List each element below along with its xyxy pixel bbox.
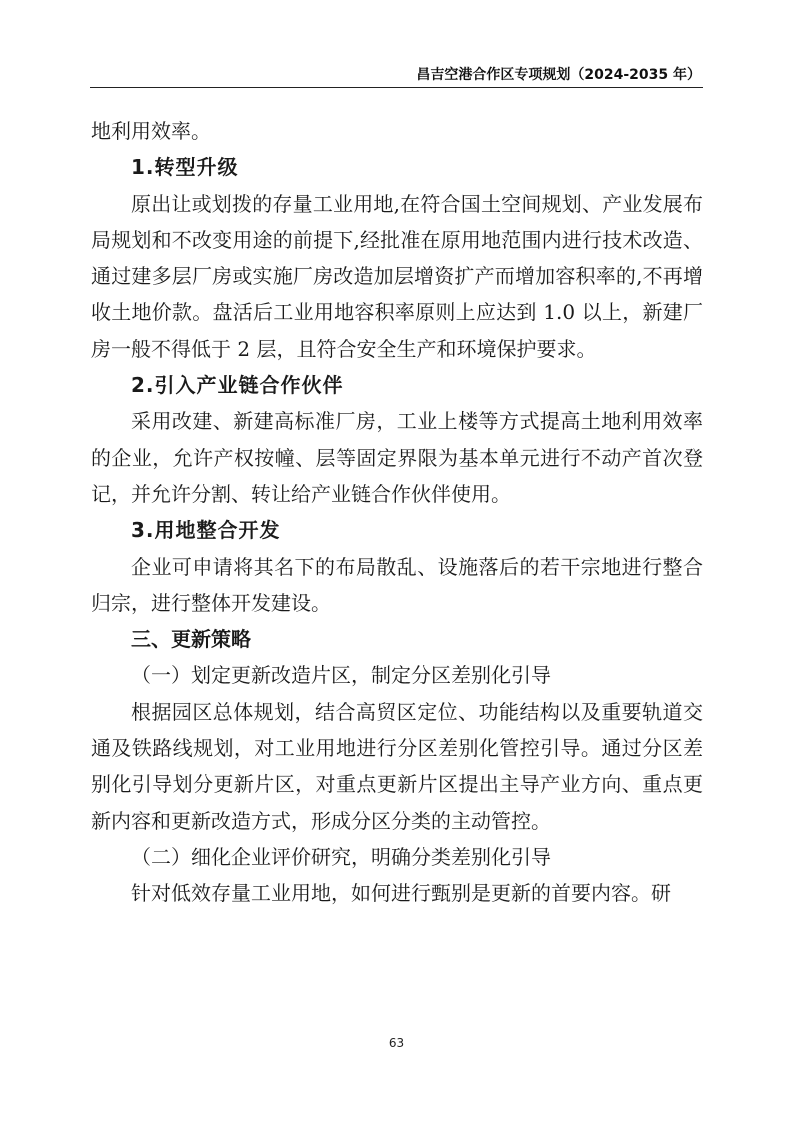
- subheading-evaluation: （二）细化企业评价研究，明确分类差别化引导: [131, 844, 551, 869]
- page-number: 63: [388, 1036, 405, 1050]
- subheading-zoning: （一）划定更新改造片区，制定分区差别化引导: [131, 663, 551, 688]
- paragraph-continuation: 地利用效率。: [91, 119, 211, 143]
- paragraph-zoning: 根据园区总体规划，结合高贸区定位、功能结构以及重要轨道交通及铁路线规划，对工业用地进行分区差别化管控引导。通过分区差别化引导划分更新片区，对重点更新片区提出主导产业方向、重点更新内容和更新改造方式，形成分区分类的主动管控。: [91, 699, 703, 833]
- paragraph-integration: 企业可申请将其名下的布局散乱、设施落后的若干宗地进行整合归宗，进行整体开发建设。: [91, 554, 703, 615]
- paragraph-evaluation: 针对低效存量工业用地，如何进行甄别是更新的首要内容。研: [131, 881, 671, 906]
- chapter-heading-strategy: 三、更新策略: [131, 627, 251, 652]
- section-heading-integration: 3.用地整合开发: [131, 518, 281, 543]
- section-heading-upgrade: 1.转型升级: [131, 155, 239, 180]
- header-divider: [90, 87, 703, 88]
- running-header-title: 昌吉空港合作区专项规划（2024-2035 年）: [416, 67, 701, 83]
- section-heading-partners: 2.引入产业链合作伙伴: [131, 373, 344, 398]
- paragraph-upgrade: 原出让或划拨的存量工业用地,在符合国土空间规划、产业发展布局规划和不改变用途的前提下,经批准在原用地范围内进行技术改造、通过建多层厂房或实施厂房改造加层增资扩产而增加容积率的,不再增收土地价款。盘活后工业用地容积率原则上应达到 1.0 以上，新建厂房一般不得低于 2 层，且符合安全生产和环境保护要求。: [91, 191, 703, 361]
- document-body: [91, 113, 703, 912]
- paragraph-partners: 采用改建、新建高标准厂房，工业上楼等方式提高土地利用效率的企业，允许产权按幢、层等固定界限为基本单元进行不动产首次登记，并允许分割、转让给产业链合作伙伴使用。: [91, 409, 703, 506]
